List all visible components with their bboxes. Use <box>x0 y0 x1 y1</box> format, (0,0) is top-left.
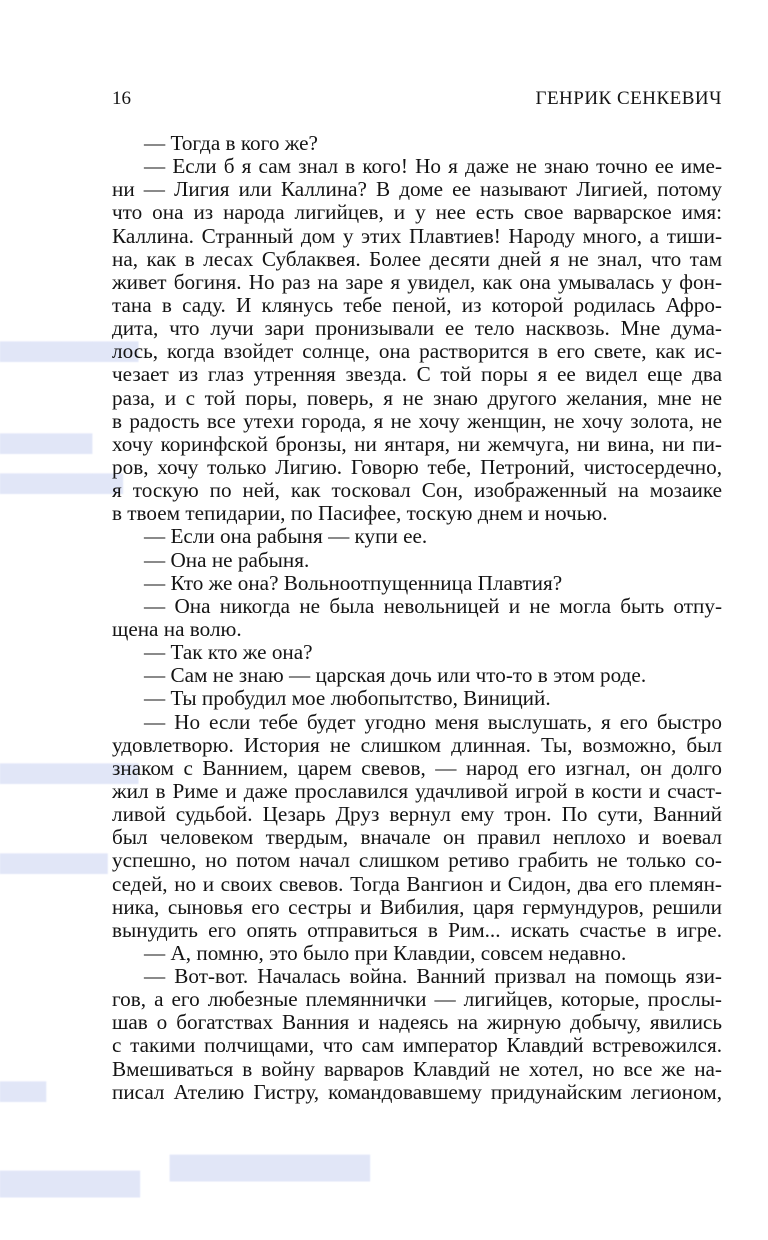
text-line: в радость все утехи города, я не хочу женщин, не хочу золота, не <box>112 409 722 433</box>
bleed-through-ghost: ▇▇▇▇▇▇▇▇ <box>0 472 124 494</box>
text-line: чезает из глаз утренняя звезда. С той поры я ее видел еще два <box>112 363 722 387</box>
text-line: в твоем тепидарии, по Пасифее, тоскую днем и ночью. <box>112 502 608 526</box>
dialogue-line: — Вот-вот. Началась война. Ванний призвал на помощь язи- <box>144 965 722 989</box>
page-number: 16 <box>112 88 131 109</box>
text-line: был человеком твердым, вначале он правил неплохо и воевал <box>112 826 722 850</box>
bleed-through-ghost: ▇▇▇▇▇▇ <box>0 432 93 454</box>
dialogue-line: — Она никогда не была невольницей и не могла быть отпу- <box>144 594 722 618</box>
text-line: ров, хочу только Лигию. Говорю тебе, Петроний, чистосердечно, <box>112 455 722 479</box>
text-line: вынудить его опять отправиться в Рим... искать счастье в игре. <box>112 918 722 942</box>
text-line: живет богиня. Но раз на заре я увидел, как она умывалась у фон- <box>112 270 722 294</box>
dialogue-line: — Если она рабыня — купи ее. <box>144 525 428 549</box>
dialogue-line: — Если б я сам знал в кого! Но я даже не знаю точно ее име- <box>144 155 722 179</box>
text-line: Вмешиваться в войну варваров Клавдий не хотел, но все же на- <box>112 1057 722 1081</box>
dialogue-line: — Сам не знаю — царская дочь или что-то в этом роде. <box>144 664 647 688</box>
bleed-through-ghost: ▇▇▇▇▇▇▇▇▇ <box>0 762 139 784</box>
text-line: раза, и с той поры, поверь, я не знаю другого желания, мне не <box>112 386 722 410</box>
text-line: с такими полчищами, что сам император Клавдий встревожился. <box>112 1034 722 1058</box>
page-header <box>112 88 722 114</box>
text-line: Каллина. Странный дом у этих Плавтиев! Народу много, а тиши- <box>112 224 722 248</box>
bleed-through-ghost: ▇▇▇ <box>0 1080 47 1102</box>
text-line: седей, но и своих свевов. Тогда Вангион и Сидон, два его племян- <box>112 872 722 896</box>
text-line: что она из народа лигийцев, и у нее есть свое варварское имя: <box>112 201 722 225</box>
bleed-through-ghost: ▇▇▇▇▇▇▇▇▇▇ <box>170 1152 370 1181</box>
running-title-author: ГЕНРИК СЕНКЕВИЧ <box>535 88 722 109</box>
text-line: ливой судьбой. Цезарь Друз вернул ему трон. По сути, Ванний <box>112 803 722 827</box>
text-line: я тоскую по ней, как тосковал Сон, изображенный на мозаике <box>112 479 722 503</box>
text-line: знаком с Ваннием, царем свевов, — народ его изгнал, он долго <box>112 756 722 780</box>
text-line: щена на волю. <box>112 617 242 641</box>
dialogue-line: — Так кто же она? <box>144 641 313 665</box>
text-line: на, как в лесах Сублаквея. Более десяти дней я не знал, что там <box>112 247 722 271</box>
text-line: тана в саду. И клянусь тебе пеной, из которой родилась Афро- <box>112 293 722 317</box>
dialogue-line: — Тогда в кого же? <box>144 132 318 155</box>
bleed-through-ghost: ▇▇▇▇▇▇▇ <box>0 1168 140 1197</box>
text-line: удовлетворю. История не слишком длинная. Ты, возможно, был <box>112 733 722 757</box>
text-line: дита, что лучи зари пронизывали ее тело насквозь. Мне дума- <box>112 317 722 341</box>
text-line: гов, а его любезные племяннички — лигийцев, которые, прослы- <box>112 988 722 1012</box>
bleed-through-ghost: ▇▇▇▇▇▇▇ <box>0 852 108 874</box>
text-line: жил в Риме и даже прославился удачливой игрой в кости и счаст- <box>112 779 722 803</box>
text-line: писал Ателию Гистру, командовавшему придунайским легионом, <box>112 1080 722 1104</box>
text-line: шав о богатствах Ванния и надеясь на жирную добычу, явились <box>112 1011 722 1035</box>
dialogue-line: — Она не рабыня. <box>144 548 310 572</box>
dialogue-line: — А, помню, это было при Клавдии, совсем недавно. <box>144 941 627 965</box>
text-line: ни — Лигия или Каллина? В доме ее называют Лигией, потому <box>112 178 722 202</box>
dialogue-line: — Но если тебе будет угодно меня выслушать, я его быстро <box>144 710 722 734</box>
text-line: ника, сыновья его сестры и Вибилия, царя гермундуров, решили <box>112 895 722 919</box>
dialogue-line: — Ты пробудил мое любопытство, Виниций. <box>144 687 551 711</box>
text-line: хочу коринфской бронзы, ни янтаря, ни жемчуга, ни вина, ни пи- <box>112 432 722 456</box>
body-text <box>112 132 722 1104</box>
bleed-through-ghost: ▇▇▇▇▇▇▇▇▇ <box>0 340 139 362</box>
dialogue-line: — Кто же она? Вольноотпущенница Плавтия? <box>144 571 563 595</box>
text-line: успешно, но потом начал слишком ретиво грабить не только со- <box>112 849 722 873</box>
text-line: лось, когда взойдет солнце, она растворится в его свете, как ис- <box>112 340 722 364</box>
